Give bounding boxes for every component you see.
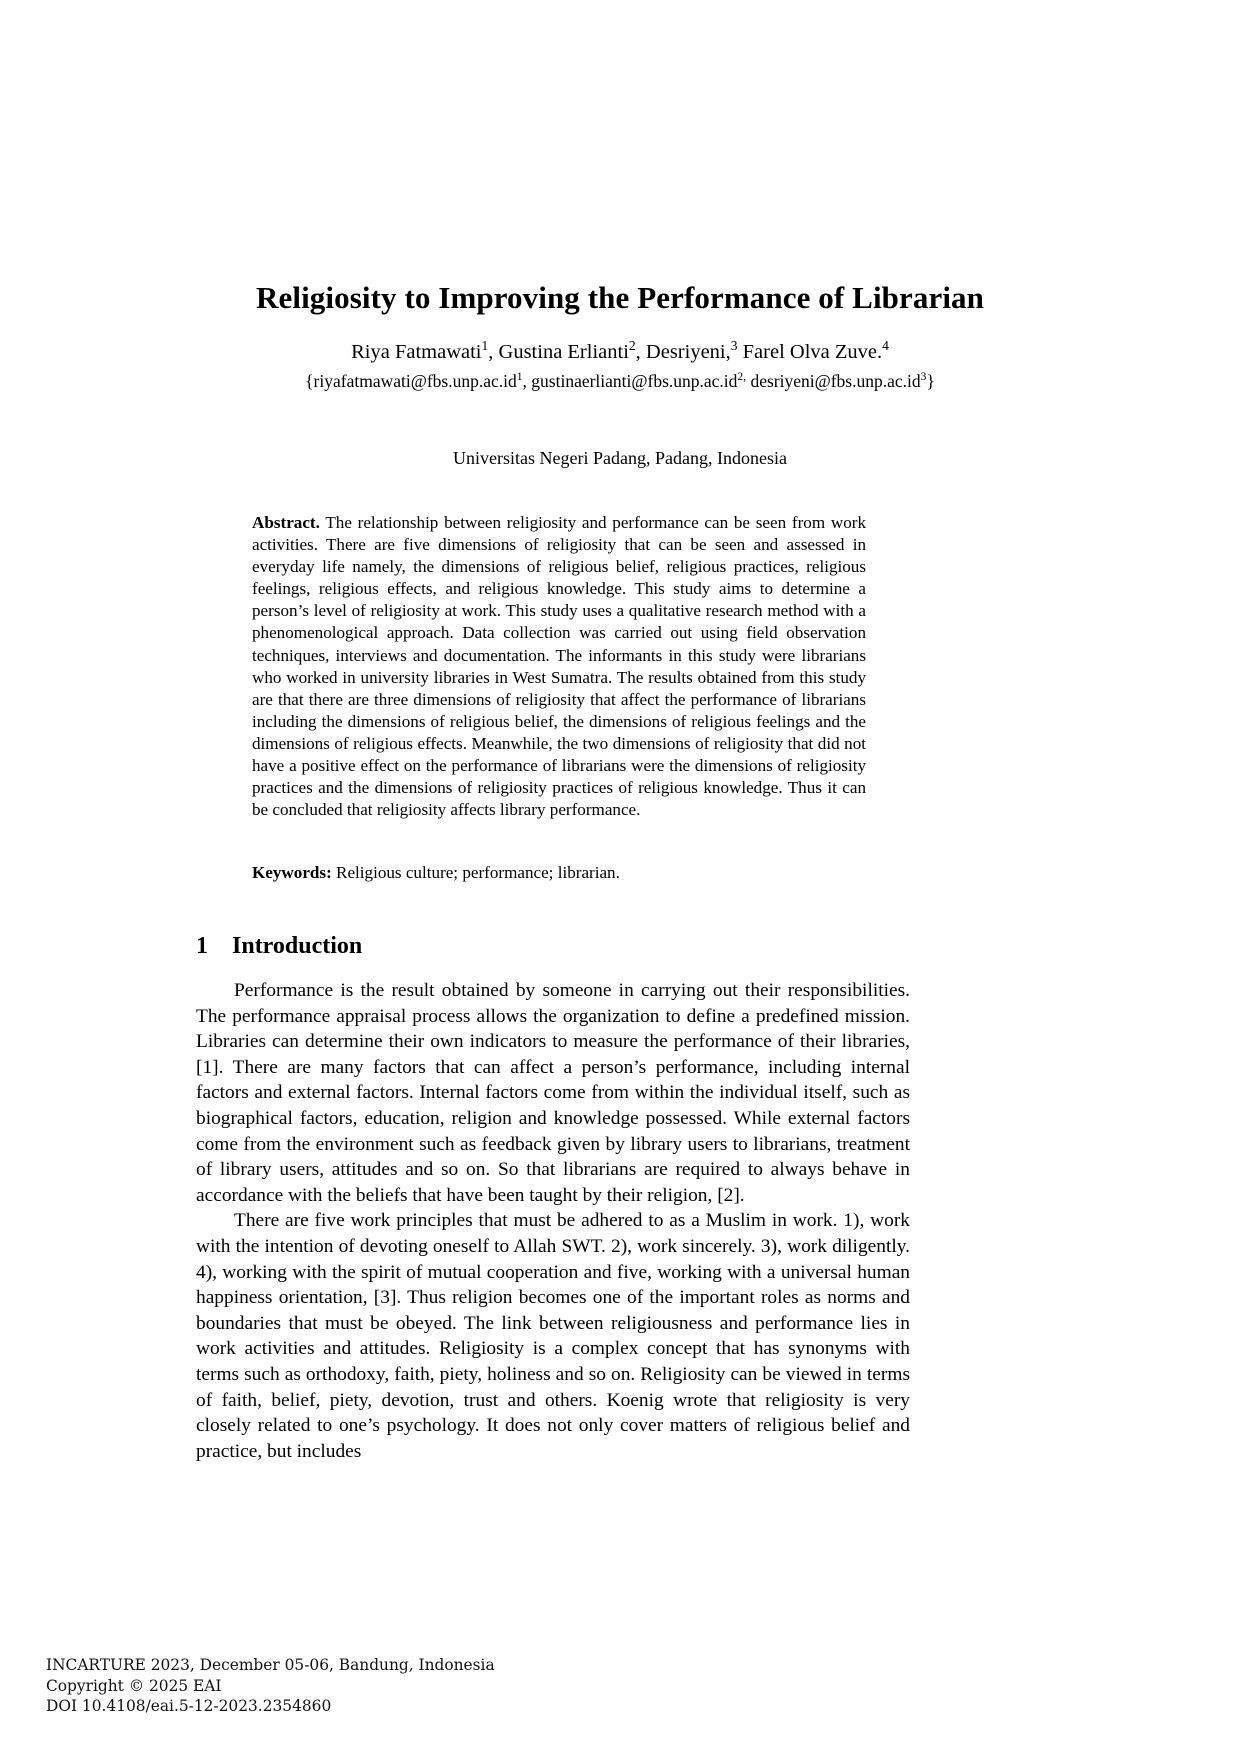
paragraph: Performance is the result obtained by someone in carrying out their responsibilities. The performance appraisal process allows the organization to define a predefined mission. Libraries can determine their own indicators to measure the performance of their libraries, [1]. There are many factors that can affect a person’s performance, including internal factors and external factors. Internal factors come from within the individual itself, such as biographical factors, education, religion and knowledge possessed. While external factors come from the environment such as feedback given by library users to librarians, treatment of library users, attitudes and so on. So that librarians are required to always behave in accordance with the beliefs that have been taught by their religion, [2]. xyxy=(196,980,910,1206)
email-3-superscript: 3 xyxy=(920,370,927,383)
author-names xyxy=(150,338,1090,368)
footer-copyright: Copyright © 2025 EAI xyxy=(46,1676,222,1695)
author-2-superscript: 2 xyxy=(628,338,636,354)
footer-doi: DOI 10.4108/eai.5-12-2023.2354860 xyxy=(46,1697,332,1715)
author-4-superscript: 4 xyxy=(882,338,889,354)
section-number: 1 xyxy=(196,933,208,959)
abstract xyxy=(252,512,866,821)
keywords xyxy=(252,862,866,884)
affiliation: Universitas Negeri Padang, Padang, Indonesia xyxy=(453,448,787,468)
page-title: Religiosity to Improving the Performance of Librarian xyxy=(256,279,984,315)
author-separator-2: , xyxy=(635,341,646,363)
keywords-label: Keywords: xyxy=(252,863,332,882)
email-separator-1: , xyxy=(522,370,532,391)
paragraph: There are five work principles that must be adhered to as a Muslim in work. 1), work with the intention of devoting oneself to Allah SWT. 2), work sincerely. 3), work diligently. 4), working with the spirit of mutual cooperation and five, working with a universal human happiness orientation, [3]. Thus religion becomes one of the important roles as norms and boundaries that must be obeyed. The link between religiousness and performance lies in work activities and attitudes. Religiosity is a complex concept that has synonyms with terms such as orthodoxy, faith, piety, holiness and so on. Religiosity can be viewed in terms of faith, belief, piety, devotion, trust and others. Koenig wrote that religiosity is very closely related to one’s psychology. It does not only cover matters of religious belief and practice, but includes xyxy=(196,1210,910,1462)
author-3-superscript: 3 xyxy=(730,338,738,354)
abstract-text: The relationship between religiosity and performance can be seen from work activities. There are five dimensions of religiosity that can be seen and assessed in everyday life namely, the dimensions of religious belief, religious practices, religious feelings, religious effects, and religious knowledge. This study aims to determine a person’s level of religiosity at work. This study uses a qualitative research method with a phenomenological approach. Data collection was carried out using field observation techniques, interviews and documentation. The informants in this study were librarians who worked in university libraries in West Sumatra. The results obtained from this study are that there are three dimensions of religiosity that affect the performance of librarians including the dimensions of religious belief, the dimensions of religious feelings and the dimensions of religious effects. Meanwhile, the two dimensions of religiosity that did not have a positive effect on the performance of librarians were the dimensions of religiosity practices and the dimensions of religiosity practices of religious knowledge. Thus it can be concluded that religiosity affects library performance. xyxy=(252,513,866,820)
emails-close-brace: } xyxy=(926,370,935,391)
section-title: Introduction xyxy=(232,933,363,959)
keywords-text: Religious culture; performance; librarian. xyxy=(331,863,620,882)
email-3: desriyeni@fbs.unp.ac.id xyxy=(750,370,921,391)
email-1-superscript: 1 xyxy=(516,370,523,383)
emails-open-brace: { xyxy=(305,370,314,391)
author-2-name: Gustina Erlianti xyxy=(498,341,629,363)
introduction-body xyxy=(196,978,910,1464)
abstract-label: Abstract. xyxy=(252,513,320,532)
footer-conference: INCARTURE 2023, December 05-06, Bandung, Indonesia xyxy=(46,1656,495,1674)
email-1: riyafatmawati@fbs.unp.ac.id xyxy=(313,370,517,391)
author-block xyxy=(150,338,1090,394)
email-2-superscript: 2, xyxy=(737,370,747,383)
author-1-superscript: 1 xyxy=(481,338,489,354)
author-separator-1: , xyxy=(488,341,499,363)
author-1-name: Riya Fatmawati xyxy=(351,341,482,363)
section-heading-introduction xyxy=(196,933,896,960)
author-3-name: Desriyeni, xyxy=(645,341,731,363)
author-emails xyxy=(150,369,1090,394)
author-4-name: Farel Olva Zuve. xyxy=(742,341,883,363)
email-2: gustinaerlianti@fbs.unp.ac.id xyxy=(531,370,738,391)
page-footer xyxy=(46,1655,746,1717)
